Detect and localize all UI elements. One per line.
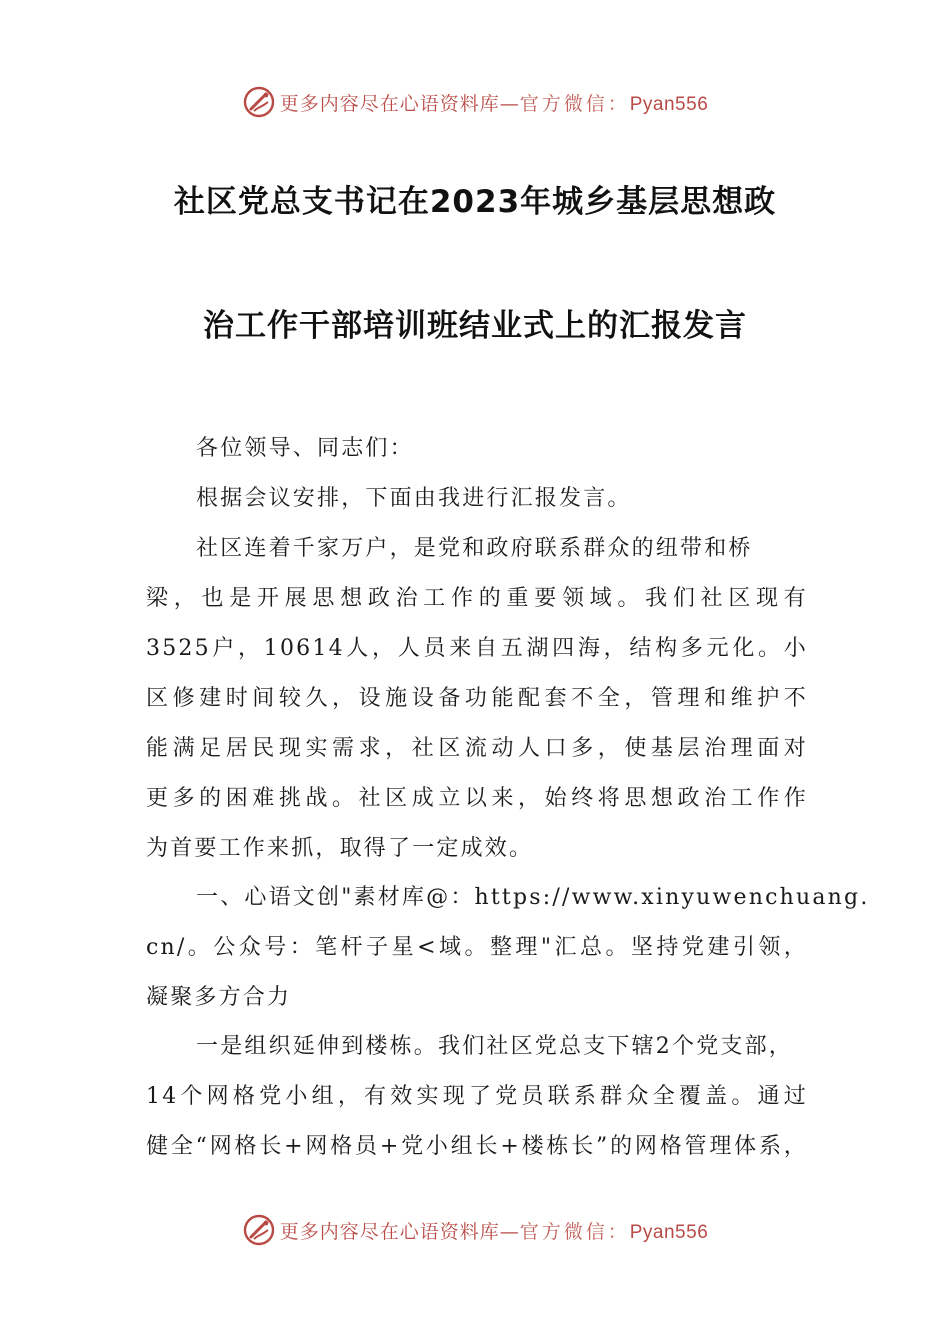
- watermark-text: [280, 1217, 709, 1244]
- brush-seal-icon: [242, 1213, 276, 1247]
- body-line: 一是组织延伸到楼栋。我们社区党总支下辖2个党支部，: [196, 1034, 793, 1059]
- document-title-line-1: 社区党总支书记在2023年城乡基层思想政: [173, 184, 777, 220]
- brush-seal-icon: [242, 85, 276, 119]
- body-line: 为首要工作来抓，取得了一定成效。: [146, 836, 534, 861]
- body-line: 3525户，10614人，人员来自五湖四海，结构多元化。小: [146, 636, 808, 661]
- body-line-salutation: 各位领导、同志们：: [196, 436, 414, 461]
- watermark-wechat-id: Pyan556: [629, 93, 709, 115]
- watermark-wechat-label: 官方微信：: [519, 1220, 630, 1243]
- body-line: 能满足居民现实需求，社区流动人口多，使基层治理面对: [146, 736, 808, 761]
- watermark-wechat-label: 官方微信：: [519, 92, 630, 115]
- body-line: 社区连着千家万户，是党和政府联系群众的纽带和桥: [196, 536, 753, 561]
- footer-watermark: [0, 1210, 950, 1250]
- document-title-line-2: 治工作干部培训班结业式上的汇报发言: [203, 308, 747, 344]
- header-watermark: [0, 82, 950, 122]
- watermark-dash: —: [499, 1220, 520, 1243]
- body-line: 更多的困难挑战。社区成立以来，始终将思想政治工作作: [146, 786, 808, 811]
- watermark-main: 更多内容尽在心语资料库: [279, 1220, 500, 1243]
- body-line: 凝聚多方合力: [146, 985, 292, 1010]
- body-line: 根据会议安排，下面由我进行汇报发言。: [196, 486, 632, 511]
- watermark-wechat-id: Pyan556: [629, 1221, 709, 1243]
- body-line: 14个网格党小组，有效实现了党员联系群众全覆盖。通过: [146, 1084, 808, 1109]
- watermark-main: 更多内容尽在心语资料库: [279, 92, 500, 115]
- body-line: 健全“网格长+网格员+党小组长+楼栋长”的网格管理体系，: [146, 1134, 808, 1159]
- watermark-text: [280, 89, 709, 116]
- watermark-dash: —: [499, 92, 520, 115]
- body-line-section-heading: 一、心语文创"素材库@：https://www.xinyuwenchuang.: [196, 885, 870, 910]
- body-line: 区修建时间较久，设施设备功能配套不全，管理和维护不: [146, 686, 808, 711]
- body-line: cn/。公众号：笔杆子星<域。整理"汇总。坚持党建引领，: [146, 935, 808, 960]
- body-line: 梁，也是开展思想政治工作的重要领域。我们社区现有: [146, 586, 808, 611]
